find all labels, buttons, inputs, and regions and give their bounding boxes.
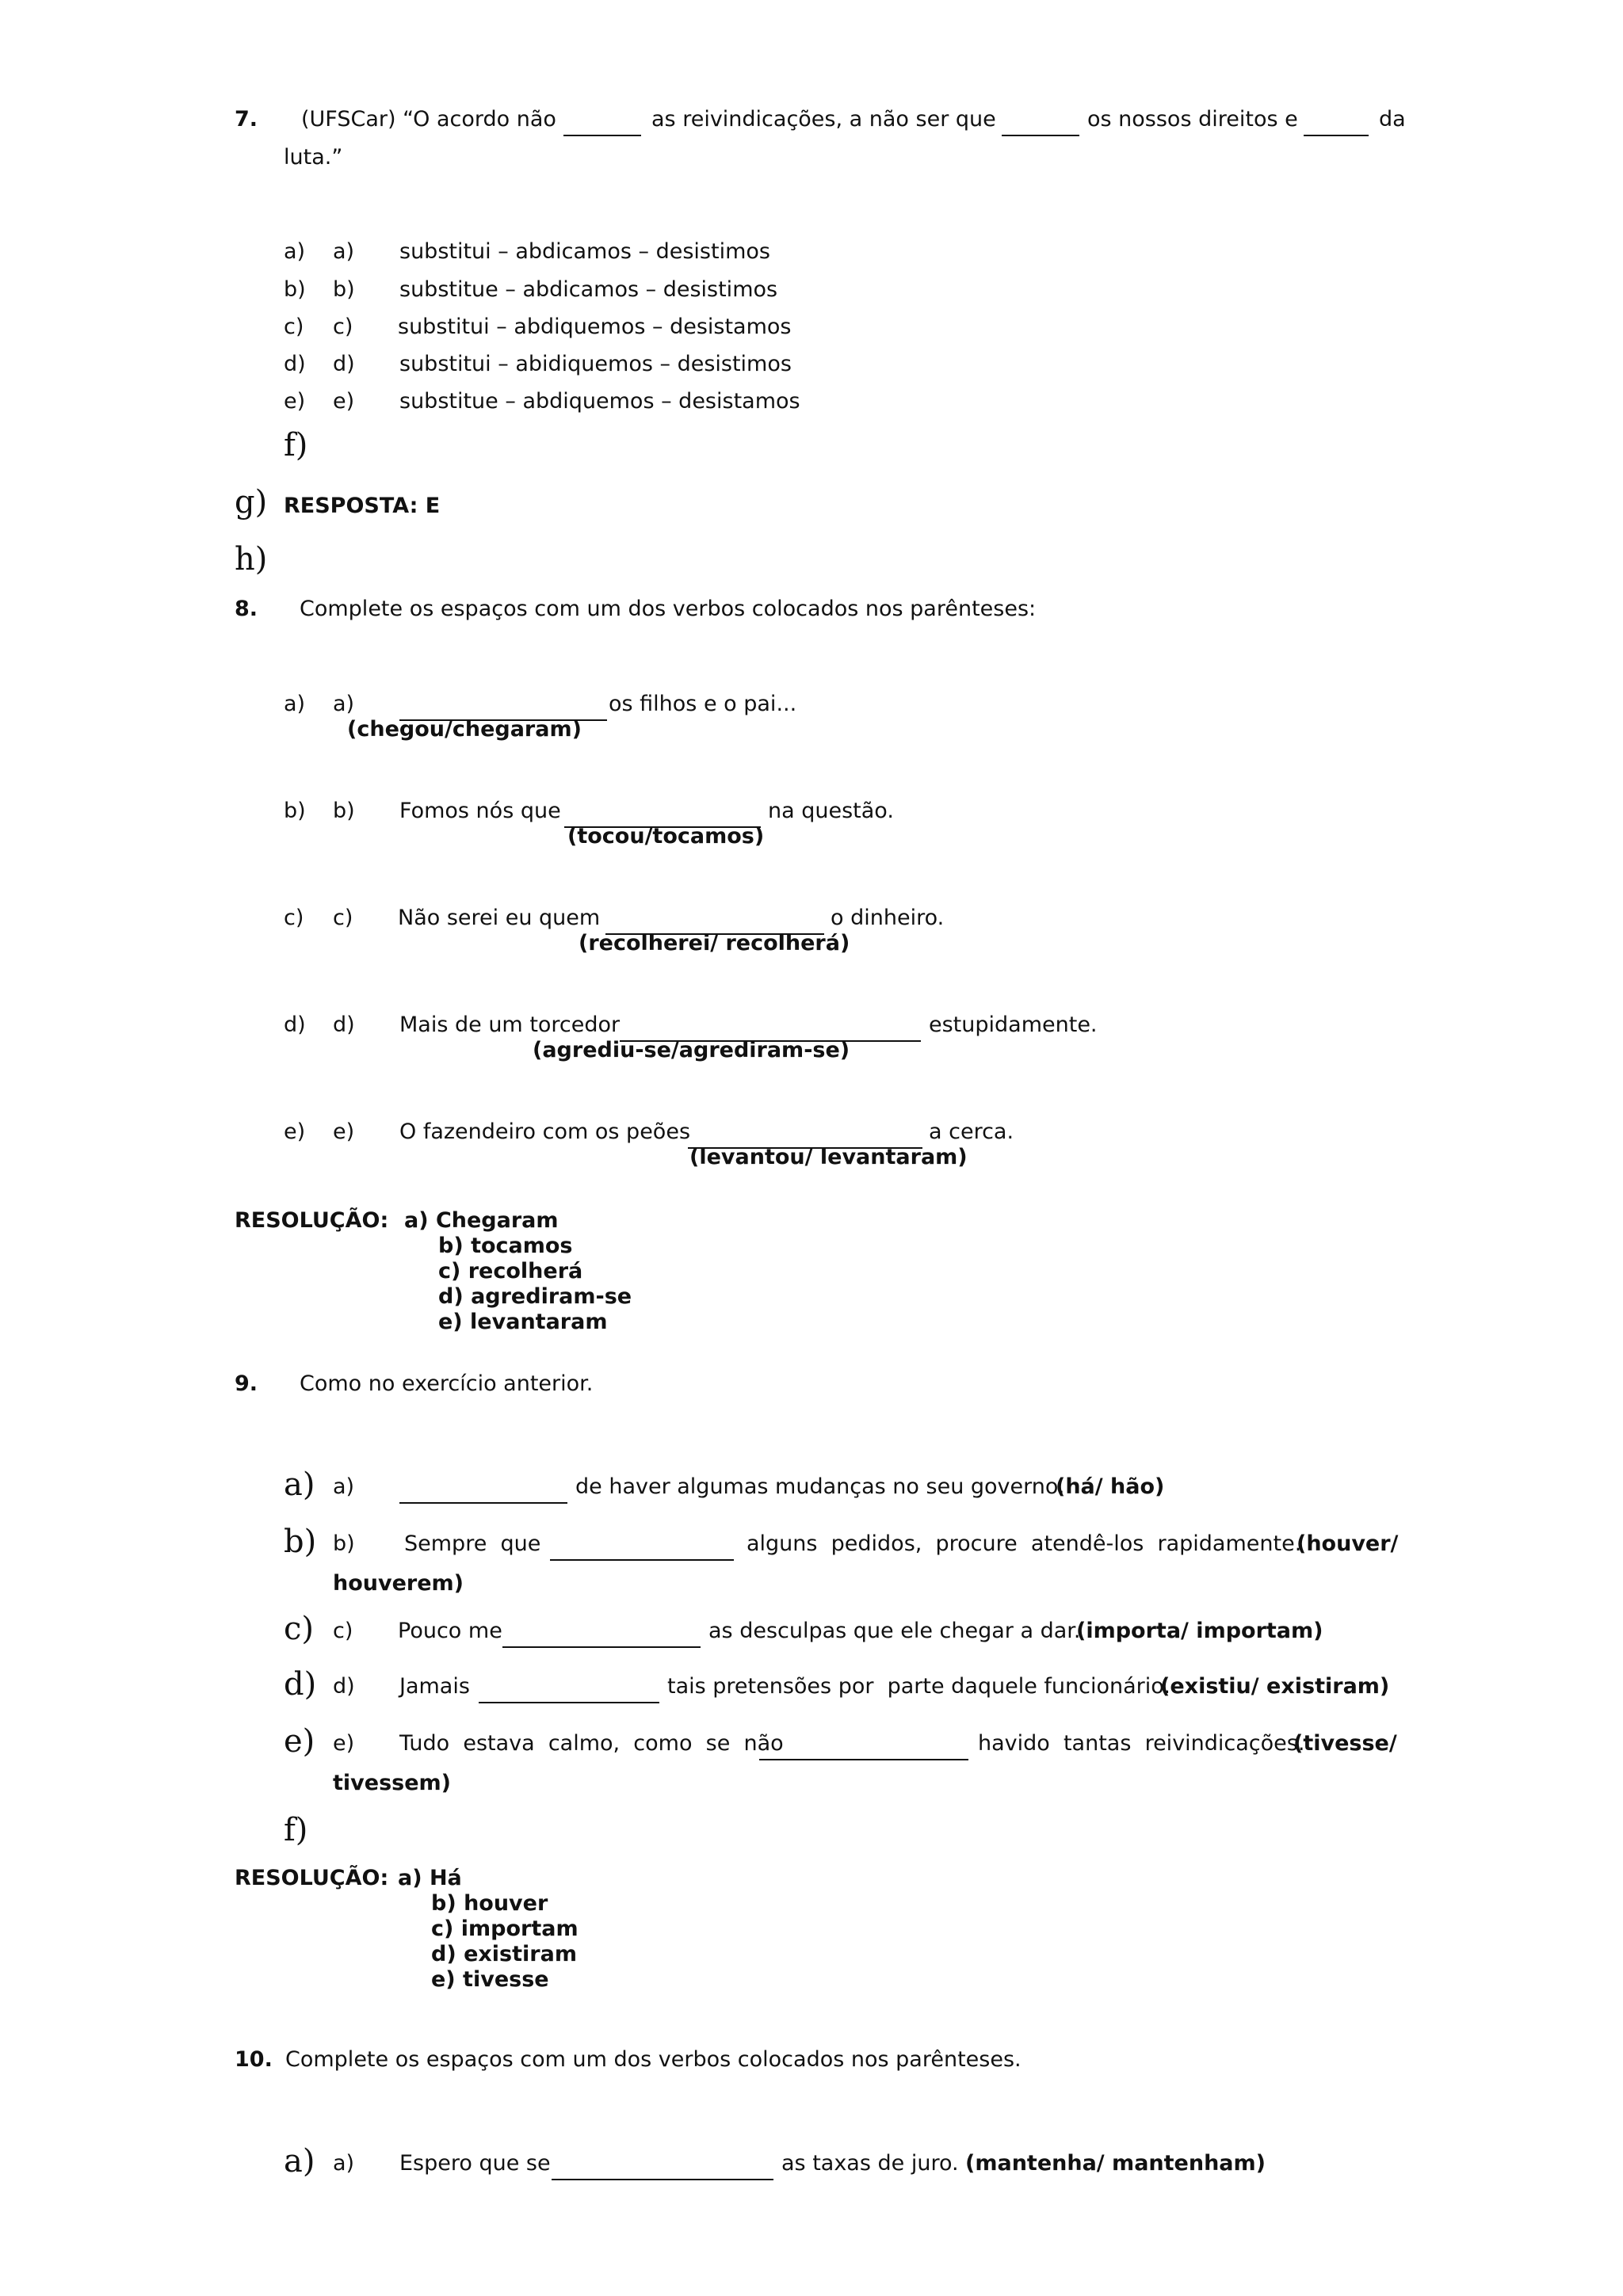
item-text: os filhos e o pai... (609, 692, 797, 716)
resolution-line: a) Há (398, 1866, 462, 1890)
item-marker: a) (333, 1474, 355, 1499)
verb-hint: (há/ hão) (1056, 1474, 1165, 1499)
blank (550, 1542, 734, 1561)
item-marker: b) (333, 799, 355, 823)
item-text-before: Espero que se (399, 2151, 551, 2176)
option-text: substitui – abdiquemos – desistamos (398, 315, 792, 339)
verb-hint: (chegou/chegaram) (347, 717, 582, 742)
verb-hint: (houver/ (1296, 1531, 1399, 1556)
option-marker: d) (284, 352, 306, 376)
list-marker: b) (284, 1524, 317, 1560)
option-text: substitue – abdiquemos – desistamos (399, 389, 800, 414)
item-text-after: havido tantas reivindicações. (978, 1731, 1305, 1756)
option-marker: e) (333, 389, 355, 414)
item-text-before: Tudo estava calmo, como se não (399, 1731, 784, 1756)
blank (1304, 117, 1369, 136)
list-marker: h) (235, 541, 268, 578)
list-marker: d) (284, 1666, 317, 1703)
item-marker: d) (333, 1013, 355, 1037)
answer: RESPOSTA: E (284, 494, 441, 518)
option-marker: d) (333, 352, 355, 376)
item-marker: c) (284, 906, 304, 930)
verb-hint: (mantenha/ mantenham) (965, 2151, 1266, 2176)
item-text-after: as desculpas que ele chegar a dar. (708, 1619, 1081, 1643)
item-marker: a) (333, 2151, 355, 2176)
question-text-line2: luta.” (284, 145, 343, 170)
blank (563, 117, 641, 136)
option-marker: c) (333, 315, 353, 339)
blank (399, 1485, 567, 1504)
item-text-after: tais pretensões por parte daquele funcionário. (667, 1674, 1170, 1699)
blank (479, 1684, 659, 1703)
list-marker: c) (284, 1611, 315, 1647)
item-marker: a) (333, 692, 355, 716)
item-text-after: de haver algumas mudanças no seu governo. (575, 1474, 1065, 1499)
option-marker: a) (284, 239, 306, 264)
question-prompt: Complete os espaços com um dos verbos colocados nos parênteses: (300, 597, 1037, 621)
item-marker: e) (333, 1119, 355, 1144)
option-marker: b) (284, 277, 306, 302)
question-text-seg3: os nossos direitos e (1087, 107, 1298, 132)
question-number: 8. (235, 597, 258, 621)
item-marker: e) (333, 1731, 355, 1756)
verb-hint-continued: tivessem) (333, 1771, 452, 1795)
list-marker: a) (284, 1466, 315, 1503)
item-text-after: o dinheiro. (831, 906, 945, 930)
verb-hint: (importa/ importam) (1076, 1619, 1323, 1643)
question-number: 10. (235, 2047, 273, 2072)
resolution-line: d) existiram (431, 1942, 577, 1966)
question-prompt: Como no exercício anterior. (300, 1371, 594, 1396)
verb-hint: (existiu/ existiram) (1160, 1674, 1390, 1699)
resolution-line: b) houver (431, 1891, 548, 1916)
item-marker: d) (284, 1013, 306, 1037)
verb-hint: (tocou/tocamos) (567, 824, 765, 849)
item-text-before: O fazendeiro com os peões (399, 1119, 691, 1144)
list-marker: f) (284, 1812, 308, 1848)
resolution-line: c) importam (431, 1917, 579, 1941)
resolution-line: d) agrediram-se (438, 1284, 632, 1309)
blank (502, 1629, 701, 1648)
list-marker: e) (284, 1723, 315, 1760)
item-text-after: as taxas de juro. (781, 2151, 959, 2176)
resolution-line: c) recolherá (438, 1259, 583, 1283)
item-text-before: Mais de um torcedor (399, 1013, 621, 1037)
verb-hint-continued: houverem) (333, 1571, 464, 1596)
resolution-line: e) tivesse (431, 1967, 549, 1992)
option-marker: c) (284, 315, 304, 339)
verb-hint: (tivesse/ (1293, 1731, 1397, 1756)
blank (1002, 117, 1079, 136)
resolution-line: b) tocamos (438, 1234, 573, 1258)
question-text-seg4: da (1379, 107, 1406, 132)
item-text-before: Jamais (399, 1674, 470, 1699)
item-text-before: Não serei eu quem (398, 906, 601, 930)
item-text-after: a cerca. (929, 1119, 1014, 1144)
item-text-before: Fomos nós que (399, 799, 561, 823)
option-marker: e) (284, 389, 306, 414)
verb-hint: (recolherei/ recolherá) (579, 931, 850, 955)
option-text: substitui – abdicamos – desistimos (399, 239, 770, 264)
blank (759, 1741, 968, 1760)
question-number: 9. (235, 1371, 258, 1396)
item-text-before: Sempre que (404, 1531, 541, 1556)
option-text: substitue – abdicamos – desistimos (399, 277, 778, 302)
question-number: 7. (235, 107, 258, 132)
item-marker: b) (284, 799, 306, 823)
resolution-label: RESOLUÇÃO: (235, 1866, 389, 1890)
option-marker: b) (333, 277, 355, 302)
item-text-after: na questão. (768, 799, 894, 823)
list-marker: a) (284, 2143, 315, 2180)
item-marker: c) (333, 906, 353, 930)
item-marker: c) (333, 1619, 353, 1643)
resolution-line: a) Chegaram (404, 1208, 559, 1233)
resolution-line: e) levantaram (438, 1310, 608, 1334)
blank (552, 2161, 773, 2180)
item-marker: a) (284, 692, 306, 716)
item-marker: e) (284, 1119, 306, 1144)
resolution-label: RESOLUÇÃO: (235, 1208, 389, 1233)
item-text-after: alguns pedidos, procure atendê-los rapidamente. (747, 1531, 1302, 1556)
item-marker: b) (333, 1531, 355, 1556)
item-text-before: Pouco me (398, 1619, 502, 1643)
list-marker: f) (284, 427, 308, 463)
question-prompt: Complete os espaços com um dos verbos colocados nos parênteses. (285, 2047, 1022, 2072)
list-marker: g) (235, 484, 268, 521)
question-text-seg1: (UFSCar) “O acordo não (301, 107, 556, 132)
item-marker: d) (333, 1674, 355, 1699)
option-text: substitui – abidiquemos – desistimos (399, 352, 792, 376)
verb-hint: (levantou/ levantaram) (689, 1145, 968, 1169)
item-text-after: estupidamente. (929, 1013, 1098, 1037)
option-marker: a) (333, 239, 355, 264)
verb-hint: (agrediu-se/agrediram-se) (533, 1038, 850, 1062)
question-text-seg2: as reivindicações, a não ser que (651, 107, 996, 132)
